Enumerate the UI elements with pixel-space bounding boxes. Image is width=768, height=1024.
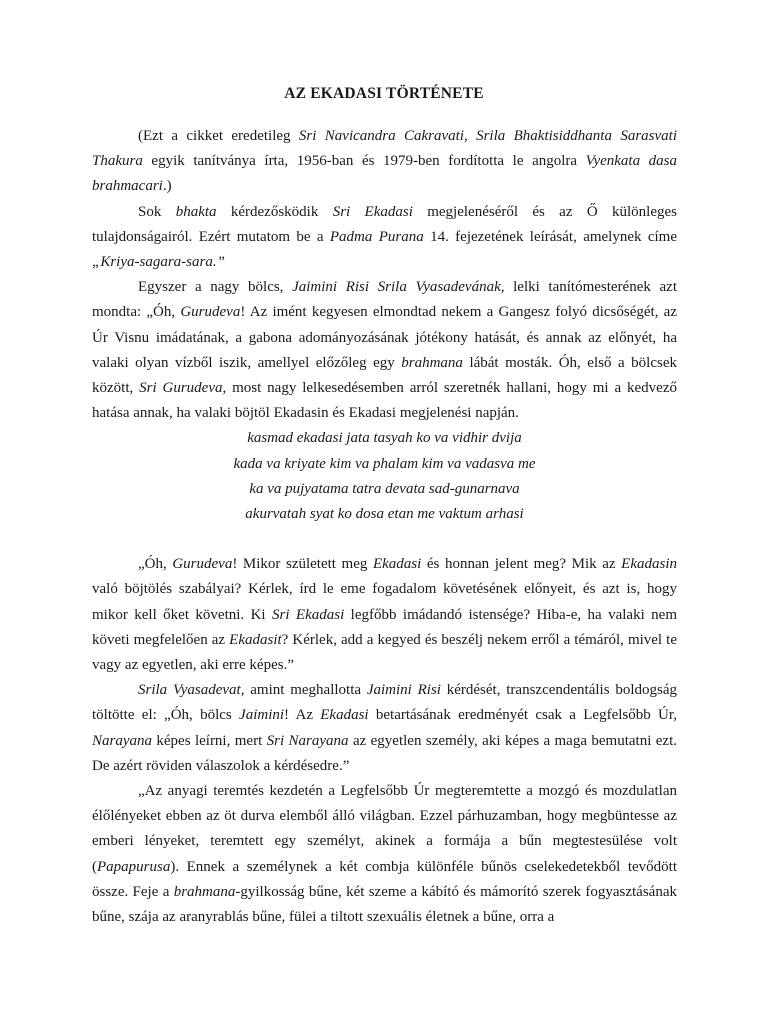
italic-run: bhakta bbox=[175, 203, 217, 220]
paragraph-bhakta bbox=[92, 200, 677, 276]
paragraph-creation bbox=[92, 779, 677, 930]
italic-run: „Kriya-sagara-sara.” bbox=[92, 254, 225, 271]
verse-line: kasmad ekadasi jata tasyah ko va vidhir dvija bbox=[247, 430, 522, 447]
italic-run: Sri Ekadasi bbox=[332, 203, 413, 220]
text-run: ! Az imént kegyesen elmondtad nekem a Gangesz folyó dicsőségét, az Úr Visnu imádatának, a gabona adományozásának jótékony hatását, és annak az előnyét, ha valaki olyan vízből iszik, amellyel előzőleg egy bbox=[92, 304, 677, 371]
verse-line: kada va kriyate kim va phalam kim va vadasva me bbox=[233, 455, 536, 472]
text-run: ? Kérlek, add a kegyed és beszélj nekem erről a témáról, mivel te vagy az egyetlen, aki erre képes.” bbox=[92, 631, 678, 674]
text-run: 14. fejezetének leírását, amelynek címe bbox=[423, 228, 677, 245]
document-body bbox=[92, 124, 677, 930]
text-run: „Óh, bbox=[138, 556, 173, 573]
text-run: amint meghallotta bbox=[244, 682, 367, 699]
paragraph-gurudeva bbox=[92, 552, 677, 678]
italic-run: Gurudeva bbox=[180, 304, 241, 321]
paragraph-jaimini-question bbox=[92, 275, 677, 426]
text-run: .) bbox=[162, 178, 172, 195]
italic-run: Ekadasi bbox=[320, 707, 369, 724]
text-run: ). Ennek a személynek a két combja különféle bűnös cselekedetekből tevődött össze. Feje a bbox=[92, 858, 677, 900]
text-run: Sok bbox=[138, 203, 176, 220]
paragraph-intro-note bbox=[92, 124, 677, 200]
italic-run: Jaimini Risi Srila Vyasadevának, bbox=[292, 279, 505, 296]
italic-run: Sri Navicandra Cakravati, Srila Bhaktisiddhanta Sarasvati Thakura bbox=[92, 128, 677, 170]
italic-run: brahmana bbox=[401, 354, 463, 371]
text-run: való böjtölés szabályai? Kérlek, írd le eme fogadalom követésének előnyeit, és azt is, hogy mikor kell őket követni. Ki bbox=[92, 581, 677, 623]
text-run: az egyetlen személy, aki képes a maga bemutatni ezt. De azért röviden válaszolok a kérdésedre.” bbox=[92, 732, 677, 774]
italic-run: Jaimini Risi bbox=[366, 682, 441, 699]
paragraph-vyasadeva-answer bbox=[92, 678, 677, 779]
italic-run: Ekadasi bbox=[372, 556, 422, 573]
text-run: ! Mikor született meg bbox=[232, 556, 373, 573]
text-run: kérdését, transzcendentális boldogság töltötte el: „Óh, bölcs bbox=[92, 682, 677, 724]
text-run: lábát mosták. Óh, első a bölcsek között, bbox=[92, 354, 677, 397]
blank-line bbox=[92, 527, 677, 552]
document-title: AZ EKADASI TÖRTÉNETE bbox=[284, 85, 484, 102]
verse-line: akurvatah syat ko dosa etan me vaktum arhasi bbox=[245, 506, 524, 523]
text-run: „Az anyagi teremtés kezdetén a Legfelsőbb Úr megteremtette a mozgó és mozdulatlan élőlényeket ebben az öt durva elemből álló világban. Ezzel párhuzamban, hogy megbüntesse az emberi lényeket, teremtett egy személyt, akinek a formája a bűn megtestesülése volt ( bbox=[92, 783, 677, 875]
italic-run: brahmana bbox=[173, 883, 236, 900]
text-run: képes leírni, mert bbox=[152, 732, 267, 749]
italic-run: Sri Ekadasi bbox=[272, 606, 345, 623]
text-run: -gyilkosság bűne, két szeme a kábító és mámorító szerek fogyasztásának bűne, szája az aranyrablás bűne, fülei a tiltott szexuális életnek a bűne, orra a bbox=[92, 883, 677, 926]
text-run: legfőbb imádandó istensége? Hiba-e, ha valaki nem követi megfelelően az bbox=[92, 606, 677, 648]
italic-run: Vyenkata dasa brahmacari bbox=[92, 153, 678, 195]
text-run: kérdezősködik bbox=[216, 203, 333, 220]
text-run: , most nagy lelkesedésemben arról szeretnék hallani, hogy mi a kedvező hatása annak, ha valaki böjtöl Ekadasin és Ekadasi megjelenési napján. bbox=[92, 380, 677, 422]
italic-run: Sri Narayana bbox=[266, 732, 349, 749]
italic-run: Padma Purana bbox=[329, 228, 424, 245]
text-run: (Ezt a cikket eredetileg bbox=[138, 128, 299, 144]
text-run: ! Az bbox=[284, 707, 321, 724]
italic-run: Papapurusa bbox=[97, 858, 171, 875]
verse-line: ka va pujyatama tatra devata sad-gunarnava bbox=[249, 480, 520, 497]
italic-run: Ekadasit bbox=[229, 631, 282, 648]
text-run: lelki tanítómesterének azt mondta: „Óh, bbox=[92, 279, 677, 321]
text-run: megjelenéséről és az Ő különleges tulajdonságairól. Ezért mutatom be a bbox=[92, 203, 678, 245]
text-run: egyik tanítványa írta, 1956-ban és 1979-ben fordította le angolra bbox=[142, 153, 586, 170]
text-run: és honnan jelent meg? Mik az bbox=[421, 556, 622, 573]
italic-run: Sri Gurudeva bbox=[139, 380, 223, 397]
italic-run: Jaimini bbox=[239, 707, 285, 724]
text-run: Egyszer a nagy bölcs, bbox=[138, 279, 293, 296]
italic-run: Ekadasin bbox=[621, 556, 677, 573]
text-run: betartásának eredményét csak a Legfelsőbb Úr, bbox=[368, 707, 677, 724]
italic-run: Gurudeva bbox=[172, 556, 233, 573]
italic-run: Srila Vyasadevat, bbox=[138, 682, 245, 699]
italic-run: Narayana bbox=[92, 732, 152, 749]
